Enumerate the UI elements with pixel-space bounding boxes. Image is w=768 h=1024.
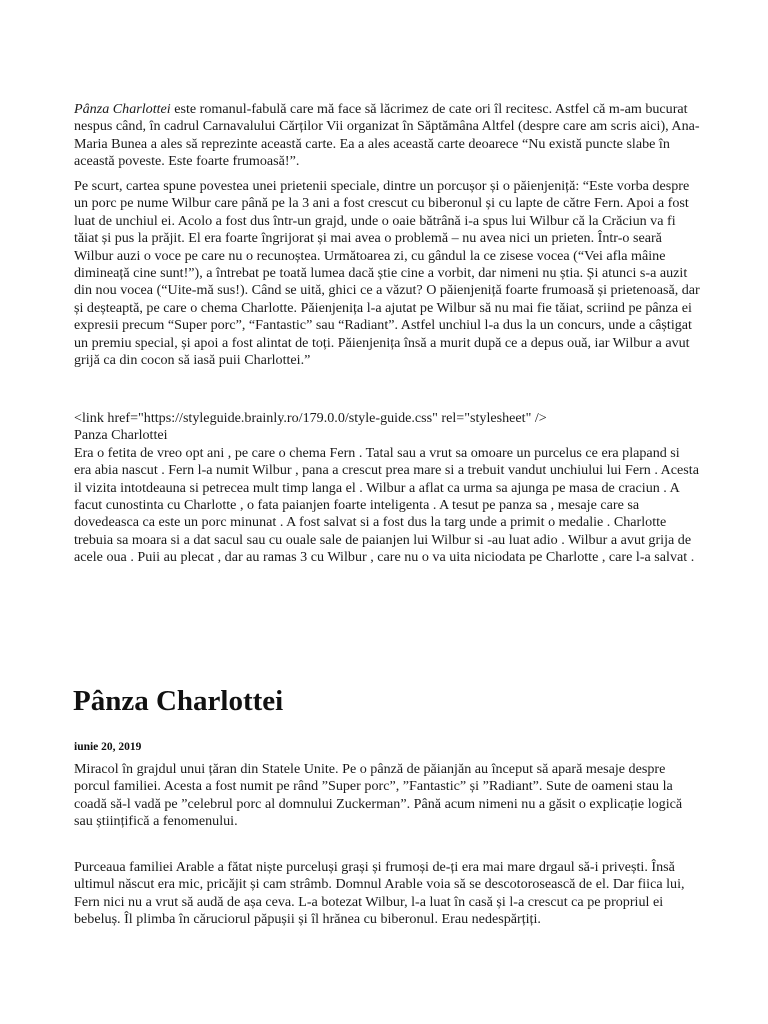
answer-block [74,410,700,567]
post-date: iunie 20, 2019 [74,741,142,753]
blog-paragraph-2: Purceaua familiei Arable a fătat niște purceluși grași și frumoși de-ți era mai mare drgaul să-i privești. Însă ultimul născut era mic, pricăjit și cam strâmb. Domnul Arable voia să se descotorosească de el. Dar fiica lui, Fern nici nu a vrut să audă de așa ceva. L-a botezat Wilbur, l-a luat în casă și l-a crescut ca pe propriul ei bebeluș. Îl plimba în căruciorul păpușii și îl hrănea cu biberonul. Erau nedespărțiți. [74,859,685,928]
intro-text: este romanul-fabulă care mă face să lăcrimez de cate ori îl recitesc. Astfel că m-am bucurat nespus când, în cadrul Carnavalului Cărților Vii organizat în Săptămâna Altfel (despre care am scris aici), Ana-Maria Bunea a ales să reprezinte această carte. Ea a ales această carte deoarece “Nu există puncte slabe în această poveste. Este foarte frumoasă!”. [74,101,700,170]
stylesheet-link-text: <link href="https://styleguide.brainly.ro/179.0.0/style-guide.css" rel="stylesheet" /> [74,410,547,426]
answer-body: Era o fetita de vreo opt ani , pe care o chema Fern . Tatal sau a vrut sa omoare un purcelus ce era plapand si era abia nascut . Fern l-a numit Wilbur , pana a crescut prea mare si a trebuit vandut unchiului lui Fern . Acesta il vizita intotdeauna si petrecea mult timp langa el . Wilbur a aflat ca urma sa ajunga pe masa de craciun . A facut cunostinta cu Charlotte , o fata paianjen foarte inteligenta . A tesut pe panza sa , mesaje care sa dovedeasca ca este un porc minunat . A fost salvat si a fost dus la targ unde a primit o medalie . Charlotte trebuia sa moara si a dat sacul sau cu ouale sale de paianjen lui Wilbur si -au luat adio . Wilbur a avut grija de acele oua . Puii au plecat , dar au ramas 3 cu Wilbur , care nu o va uita niciodata pe Charlotte , care l-a salvat . [74,444,699,566]
intro-paragraph [74,101,700,171]
blog-paragraph-1: Miracol în grajdul unui țăran din Statele Unite. Pe o pânză de păianjăn au început să apară mesaje despre porcul familiei. Acesta a fost numit pe rând ”Super porc”, ”Fantastic” și ”Radiant”. Sute de oameni stau la coadă să-l vadă pe ”celebrul porc al domnului Zuckerman”. Până acum nimeni nu a găsit o explicație logică sau științifică a fenomenului. [74,761,683,830]
answer-heading: Panza Charlottei [74,427,168,444]
summary-paragraph: Pe scurt, cartea spune povestea unei prietenii speciale, dintre un porcușor și o păienjeniță: “Este vorba despre un porc pe nume Wilbur care până pe la 3 ani a fost crescut cu biberonul și cu lapte de către Fern. Apoi a fost luat de unchiul ei. Acolo a fost dus într-un grajd, unde o oaie bătrână i-a spus lui Wilbur că la Crăciun va fi tăiat și pus la prăjit. El era foarte îngrijorat și mai avea o problemă – nu avea nici un prieten. Într-o seară Wilbur auzi o voce pe care nu o recunoștea. Următoarea zi, cu gândul la ce zisese vocea (“Vei afla mâine dimineață cine sunt!”), a întrebat pe toată lumea dacă știe cine a vorbit, dar nimeni nu știa. Și atunci s-a auzit din nou vocea (“Uite-mă sus!). Când se uită, ghici ce a văzut? O păienjeniță foarte frumoasă și prietenoasă, dar și deșteaptă, pe care o chema Charlotte. Păienjenița l-a ajutat pe Wilbur să nu mai fie tăiat, scriind pe pânza ei expresii precum “Super porc”, “Fantastic” sau “Radiant”. Astfel unchiul l-a dus la un concurs, unde a câștigat un premiu special, și apoi a fost alintat de toți. Păienjenița însă a murit după ce a depus ouă, iar Wilbur a avut grijă ca din cocon să iasă puii Charlottei.” [74,178,700,369]
blog-title: Pânza Charlottei [73,685,284,717]
book-title-italic: Pânza Charlottei [74,101,171,117]
